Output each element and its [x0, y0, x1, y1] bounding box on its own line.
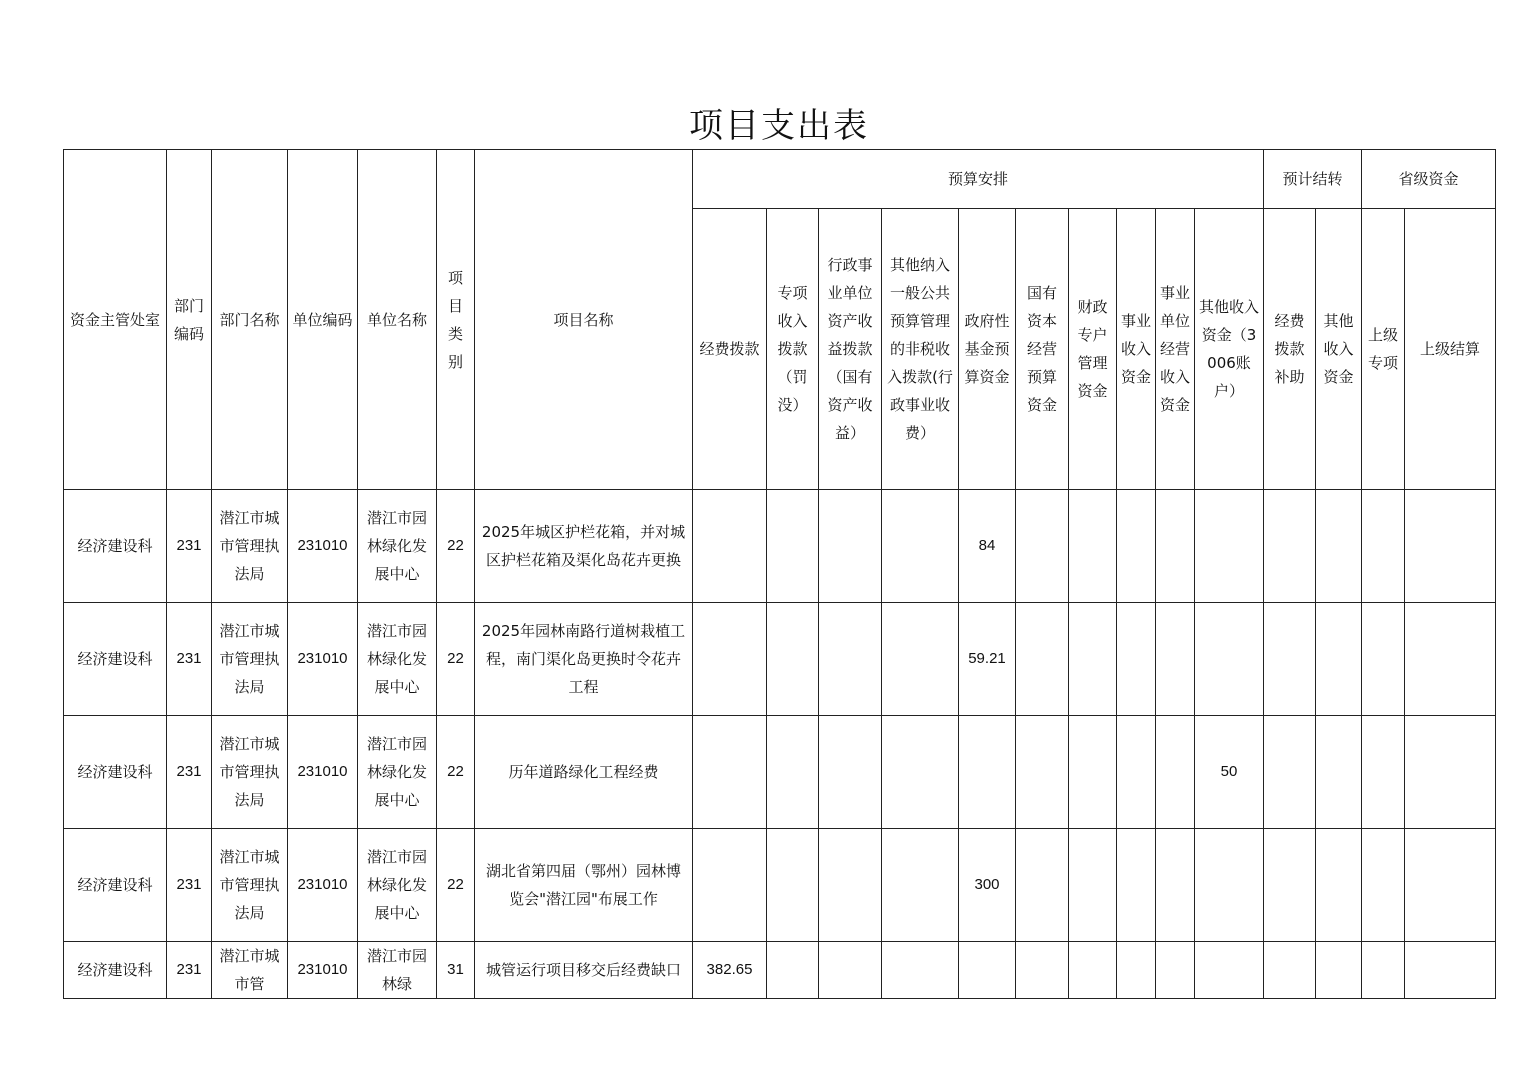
cell-empty [767, 603, 819, 716]
cell-dept-name: 潜江市城市管理执法局 [212, 829, 288, 942]
cell-empty [1264, 603, 1316, 716]
cell-empty [882, 829, 959, 942]
cell-empty [1117, 603, 1156, 716]
cell-empty [819, 829, 882, 942]
cell-project-type: 22 [437, 829, 475, 942]
cell-project-type: 22 [437, 716, 475, 829]
cell-project-type: 31 [437, 942, 475, 999]
cell-funds-allocation [693, 603, 767, 716]
header-dept-name: 部门名称 [212, 150, 288, 490]
cell-project-name: 2025年园林南路行道树栽植工程，南门渠化岛更换时令花卉工程 [475, 603, 693, 716]
cell-project-type: 22 [437, 490, 475, 603]
cell-empty [1264, 942, 1316, 999]
header-unit-code: 单位编码 [288, 150, 358, 490]
table-row [64, 716, 1496, 829]
cell-empty [1069, 490, 1117, 603]
cell-empty [1362, 829, 1405, 942]
cell-empty [1156, 716, 1195, 829]
header-unit-name: 单位名称 [358, 150, 437, 490]
cell-empty [1016, 716, 1069, 829]
cell-project-name: 湖北省第四届（鄂州）园林博览会"潜江园"布展工作 [475, 829, 693, 942]
cell-dept-code: 231 [167, 716, 212, 829]
header-gov-fund: 政府性基金预算资金 [959, 209, 1016, 490]
cell-dept-name: 潜江市城市管理执法局 [212, 716, 288, 829]
cell-dept-name: 潜江市城市管 [212, 942, 288, 999]
page-title: 项目支出表 [689, 106, 869, 146]
cell-empty [1316, 490, 1362, 603]
header-funds-allocation: 经费拨款 [693, 209, 767, 490]
cell-unit-code: 231010 [288, 829, 358, 942]
header-group-carry: 预计结转 [1264, 150, 1362, 209]
header-project-type: 项目类别 [437, 150, 475, 490]
header-business-income: 事业收入资金 [1117, 209, 1156, 490]
cell-supervisor: 经济建设科 [64, 716, 167, 829]
cell-unit-name: 潜江市园林绿化发展中心 [358, 829, 437, 942]
cell-empty [1156, 942, 1195, 999]
cell-empty [819, 603, 882, 716]
cell-dept-code: 231 [167, 490, 212, 603]
header-other-income: 其他收入资金（3006账户） [1195, 209, 1264, 490]
header-carry-allocation: 经费拨款补助 [1264, 209, 1316, 490]
table-row [64, 942, 1496, 999]
cell-empty [767, 490, 819, 603]
cell-funds-allocation [693, 716, 767, 829]
cell-empty [882, 716, 959, 829]
cell-empty [1156, 829, 1195, 942]
cell-project-type: 22 [437, 603, 475, 716]
cell-empty [882, 490, 959, 603]
cell-empty [819, 716, 882, 829]
cell-empty [1069, 829, 1117, 942]
header-group-province: 省级资金 [1362, 150, 1496, 209]
cell-project-name: 历年道路绿化工程经费 [475, 716, 693, 829]
cell-empty [1316, 603, 1362, 716]
cell-empty [819, 942, 882, 999]
cell-project-name: 城管运行项目移交后经费缺口 [475, 942, 693, 999]
cell-gov-fund [959, 942, 1016, 999]
cell-other-income [1195, 829, 1264, 942]
cell-project-name: 2025年城区护栏花箱，并对城区护栏花箱及渠化岛花卉更换 [475, 490, 693, 603]
cell-empty [767, 716, 819, 829]
cell-empty [1405, 603, 1496, 716]
cell-unit-code: 231010 [288, 490, 358, 603]
cell-supervisor: 经济建设科 [64, 829, 167, 942]
cell-empty [1362, 942, 1405, 999]
cell-funds-allocation [693, 490, 767, 603]
table-row [64, 829, 1496, 942]
cell-dept-name: 潜江市城市管理执法局 [212, 603, 288, 716]
cell-empty [1405, 829, 1496, 942]
cell-empty [1016, 942, 1069, 999]
cell-other-income [1195, 942, 1264, 999]
header-project-name: 项目名称 [475, 150, 693, 490]
cell-unit-code: 231010 [288, 716, 358, 829]
header-prov-special: 上级专项 [1362, 209, 1405, 490]
cell-empty [1405, 942, 1496, 999]
cell-dept-name: 潜江市城市管理执法局 [212, 490, 288, 603]
cell-dept-code: 231 [167, 603, 212, 716]
cell-empty [1117, 490, 1156, 603]
header-fiscal-special: 财政专户管理资金 [1069, 209, 1117, 490]
cell-gov-fund: 300 [959, 829, 1016, 942]
cell-empty [1016, 490, 1069, 603]
header-special-income: 专项收入拨款（罚没） [767, 209, 819, 490]
cell-supervisor: 经济建设科 [64, 490, 167, 603]
cell-gov-fund: 84 [959, 490, 1016, 603]
cell-unit-name: 潜江市园林绿 [358, 942, 437, 999]
cell-unit-code: 231010 [288, 942, 358, 999]
cell-other-income [1195, 490, 1264, 603]
cell-funds-allocation: 382.65 [693, 942, 767, 999]
header-prov-settlement: 上级结算 [1405, 209, 1496, 490]
header-row-1 [64, 150, 1496, 209]
cell-empty [1117, 829, 1156, 942]
cell-empty [1156, 603, 1195, 716]
cell-empty [819, 490, 882, 603]
table-row [64, 490, 1496, 603]
header-dept-code: 部门编码 [167, 150, 212, 490]
cell-unit-name: 潜江市园林绿化发展中心 [358, 603, 437, 716]
cell-empty [1405, 716, 1496, 829]
cell-empty [1069, 603, 1117, 716]
table-row [64, 603, 1496, 716]
cell-other-income: 50 [1195, 716, 1264, 829]
cell-empty [1117, 716, 1156, 829]
header-state-capital: 国有资本经营预算资金 [1016, 209, 1069, 490]
cell-empty [1069, 942, 1117, 999]
cell-empty [1264, 829, 1316, 942]
cell-supervisor: 经济建设科 [64, 942, 167, 999]
cell-unit-name: 潜江市园林绿化发展中心 [358, 490, 437, 603]
cell-empty [1362, 603, 1405, 716]
cell-unit-code: 231010 [288, 603, 358, 716]
cell-empty [1016, 603, 1069, 716]
project-expense-table [63, 149, 1496, 999]
cell-empty [1117, 942, 1156, 999]
cell-empty [1156, 490, 1195, 603]
header-nontax-income: 其他纳入一般公共预算管理的非税收入拨款(行政事业收费） [882, 209, 959, 490]
cell-empty [1316, 716, 1362, 829]
header-carry-other: 其他收入资金 [1316, 209, 1362, 490]
cell-other-income [1195, 603, 1264, 716]
cell-empty [767, 942, 819, 999]
cell-supervisor: 经济建设科 [64, 603, 167, 716]
cell-empty [1069, 716, 1117, 829]
cell-dept-code: 231 [167, 942, 212, 999]
cell-gov-fund: 59.21 [959, 603, 1016, 716]
cell-empty [882, 942, 959, 999]
cell-empty [1362, 490, 1405, 603]
header-supervisor: 资金主管处室 [64, 150, 167, 490]
cell-empty [1316, 942, 1362, 999]
cell-empty [1316, 829, 1362, 942]
header-operating-income: 事业单位经营收入资金 [1156, 209, 1195, 490]
header-group-budget: 预算安排 [693, 150, 1264, 209]
cell-gov-fund [959, 716, 1016, 829]
cell-unit-name: 潜江市园林绿化发展中心 [358, 716, 437, 829]
header-asset-income: 行政事业单位资产收益拨款（国有资产收益） [819, 209, 882, 490]
cell-empty [1264, 490, 1316, 603]
cell-empty [1405, 490, 1496, 603]
cell-empty [1362, 716, 1405, 829]
cell-empty [1264, 716, 1316, 829]
cell-empty [767, 829, 819, 942]
cell-funds-allocation [693, 829, 767, 942]
cell-empty [882, 603, 959, 716]
cell-empty [1016, 829, 1069, 942]
cell-dept-code: 231 [167, 829, 212, 942]
